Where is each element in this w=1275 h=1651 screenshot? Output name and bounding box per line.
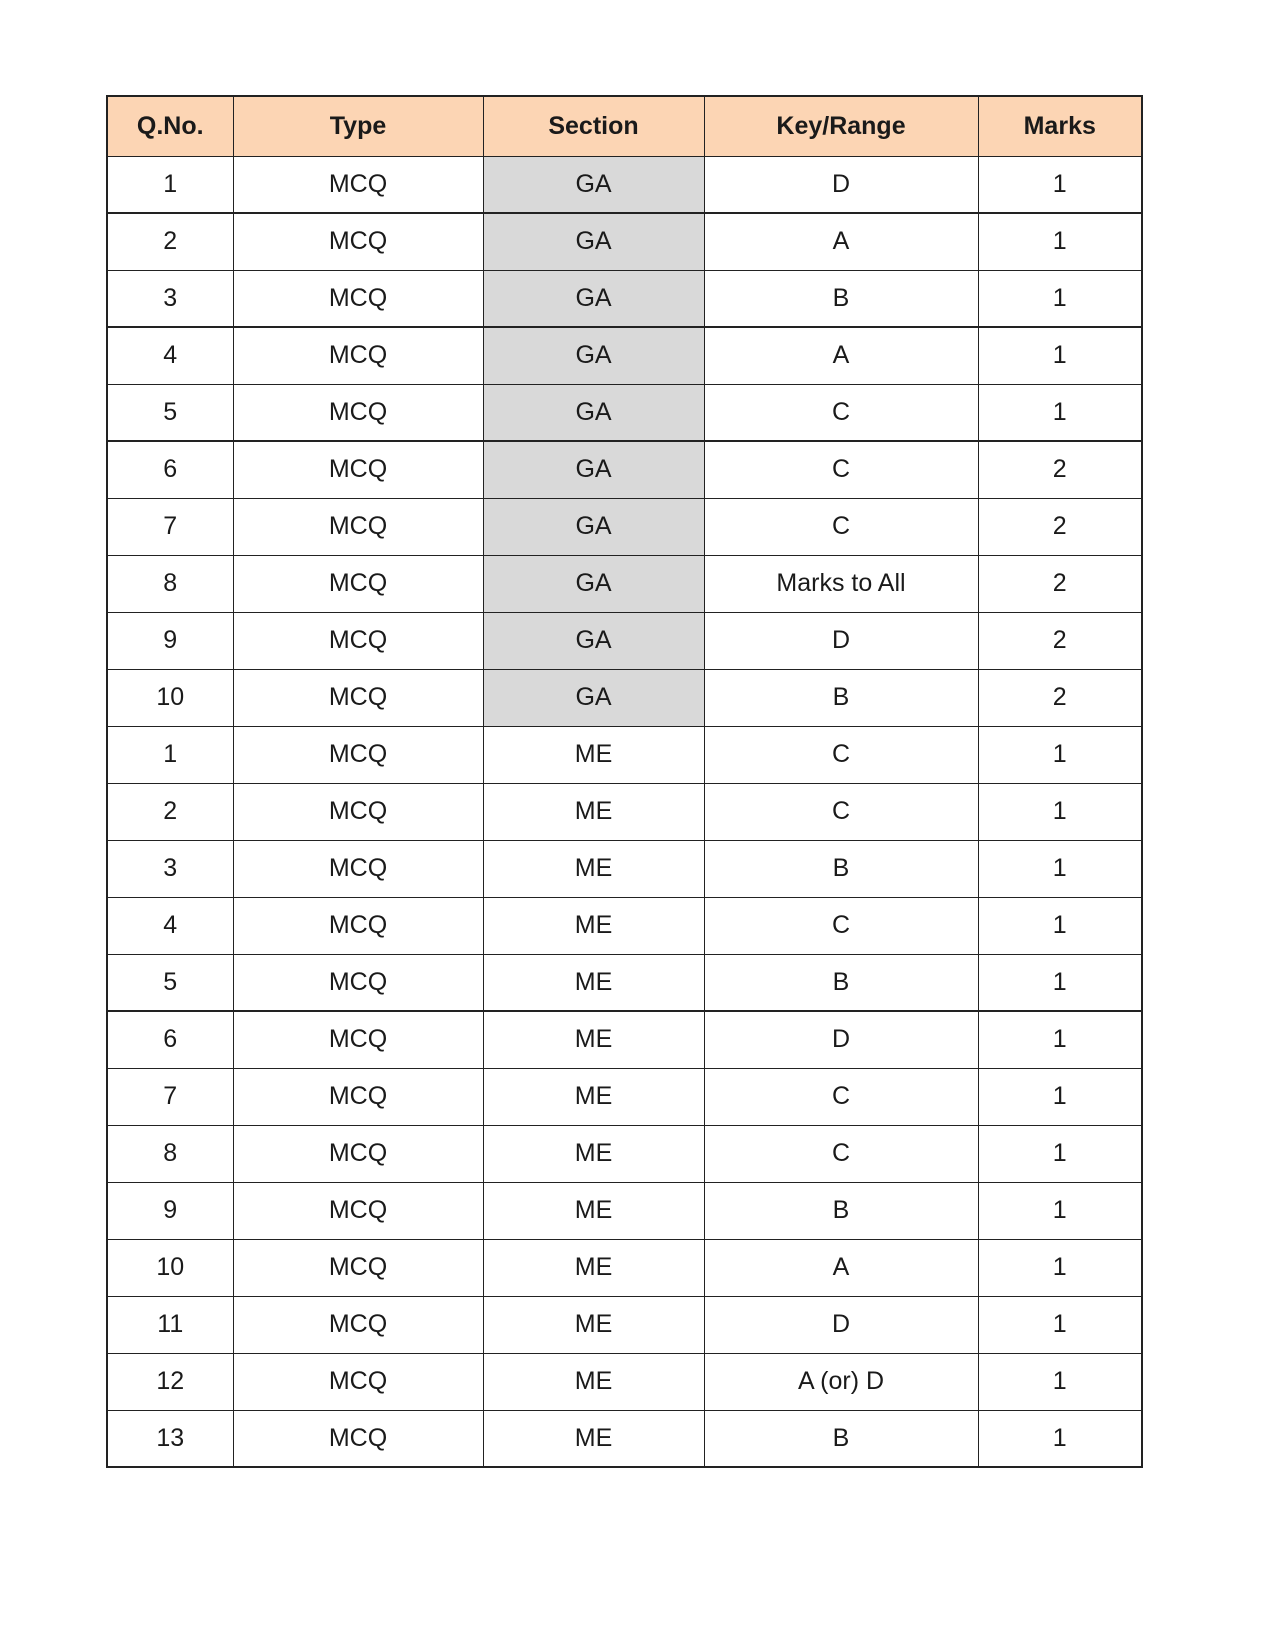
cell-type: MCQ (233, 213, 483, 270)
cell-section: ME (483, 783, 704, 840)
cell-type: MCQ (233, 726, 483, 783)
cell-section: GA (483, 270, 704, 327)
cell-qno: 6 (107, 441, 233, 498)
header-type: Type (233, 96, 483, 156)
cell-qno: 7 (107, 498, 233, 555)
header-marks: Marks (978, 96, 1142, 156)
table-row (107, 156, 1142, 213)
cell-type: MCQ (233, 270, 483, 327)
table-row (107, 1011, 1142, 1068)
cell-key-range: B (704, 270, 978, 327)
cell-key-range: C (704, 1125, 978, 1182)
cell-marks: 1 (978, 1182, 1142, 1239)
table-row (107, 783, 1142, 840)
cell-type: MCQ (233, 441, 483, 498)
cell-section: GA (483, 612, 704, 669)
table-row (107, 954, 1142, 1011)
cell-qno: 1 (107, 726, 233, 783)
table-row (107, 726, 1142, 783)
table-row (107, 669, 1142, 726)
cell-key-range: C (704, 498, 978, 555)
cell-qno: 12 (107, 1353, 233, 1410)
cell-section: GA (483, 327, 704, 384)
table-row (107, 384, 1142, 441)
table-row (107, 840, 1142, 897)
cell-key-range: C (704, 726, 978, 783)
cell-type: MCQ (233, 327, 483, 384)
cell-section: ME (483, 1239, 704, 1296)
cell-qno: 9 (107, 1182, 233, 1239)
cell-qno: 4 (107, 327, 233, 384)
cell-key-range: D (704, 612, 978, 669)
cell-marks: 1 (978, 384, 1142, 441)
cell-marks: 1 (978, 783, 1142, 840)
cell-section: ME (483, 1182, 704, 1239)
cell-section: ME (483, 1068, 704, 1125)
cell-marks: 2 (978, 669, 1142, 726)
cell-marks: 1 (978, 327, 1142, 384)
cell-marks: 1 (978, 213, 1142, 270)
cell-key-range: Marks to All (704, 555, 978, 612)
cell-section: ME (483, 840, 704, 897)
cell-section: ME (483, 726, 704, 783)
cell-qno: 2 (107, 213, 233, 270)
table-body (107, 156, 1142, 1467)
cell-marks: 1 (978, 897, 1142, 954)
table-row (107, 1353, 1142, 1410)
table-row (107, 1068, 1142, 1125)
cell-qno: 3 (107, 270, 233, 327)
table-row (107, 270, 1142, 327)
cell-type: MCQ (233, 954, 483, 1011)
cell-marks: 1 (978, 1125, 1142, 1182)
cell-section: ME (483, 1296, 704, 1353)
cell-section: GA (483, 555, 704, 612)
cell-key-range: B (704, 954, 978, 1011)
cell-section: GA (483, 669, 704, 726)
cell-type: MCQ (233, 897, 483, 954)
table-row (107, 1410, 1142, 1467)
cell-key-range: A (or) D (704, 1353, 978, 1410)
cell-qno: 5 (107, 954, 233, 1011)
cell-marks: 2 (978, 441, 1142, 498)
cell-key-range: B (704, 840, 978, 897)
cell-key-range: C (704, 1068, 978, 1125)
cell-qno: 4 (107, 897, 233, 954)
cell-marks: 1 (978, 840, 1142, 897)
cell-marks: 2 (978, 612, 1142, 669)
answer-key-table (106, 95, 1143, 1468)
cell-key-range: D (704, 1296, 978, 1353)
cell-key-range: C (704, 897, 978, 954)
cell-marks: 1 (978, 726, 1142, 783)
cell-marks: 1 (978, 954, 1142, 1011)
cell-key-range: C (704, 441, 978, 498)
cell-type: MCQ (233, 1068, 483, 1125)
table-row (107, 555, 1142, 612)
cell-marks: 1 (978, 1353, 1142, 1410)
table-row (107, 1239, 1142, 1296)
cell-qno: 13 (107, 1410, 233, 1467)
header-qno: Q.No. (107, 96, 233, 156)
table-row (107, 612, 1142, 669)
cell-section: GA (483, 156, 704, 213)
cell-type: MCQ (233, 1182, 483, 1239)
cell-type: MCQ (233, 1125, 483, 1182)
cell-type: MCQ (233, 156, 483, 213)
cell-section: GA (483, 384, 704, 441)
header-section: Section (483, 96, 704, 156)
cell-marks: 2 (978, 498, 1142, 555)
cell-qno: 9 (107, 612, 233, 669)
cell-key-range: B (704, 1182, 978, 1239)
header-key-range: Key/Range (704, 96, 978, 156)
cell-type: MCQ (233, 384, 483, 441)
cell-section: GA (483, 213, 704, 270)
cell-key-range: C (704, 783, 978, 840)
cell-qno: 10 (107, 1239, 233, 1296)
cell-qno: 11 (107, 1296, 233, 1353)
cell-key-range: D (704, 156, 978, 213)
cell-type: MCQ (233, 1011, 483, 1068)
cell-type: MCQ (233, 555, 483, 612)
cell-section: GA (483, 441, 704, 498)
cell-section: GA (483, 498, 704, 555)
cell-type: MCQ (233, 840, 483, 897)
cell-marks: 1 (978, 1410, 1142, 1467)
cell-key-range: A (704, 213, 978, 270)
cell-type: MCQ (233, 669, 483, 726)
cell-section: ME (483, 1125, 704, 1182)
cell-qno: 10 (107, 669, 233, 726)
cell-type: MCQ (233, 498, 483, 555)
cell-marks: 1 (978, 1068, 1142, 1125)
table-row (107, 498, 1142, 555)
cell-qno: 3 (107, 840, 233, 897)
cell-qno: 8 (107, 555, 233, 612)
table-row (107, 441, 1142, 498)
cell-section: ME (483, 1011, 704, 1068)
cell-key-range: C (704, 384, 978, 441)
cell-type: MCQ (233, 612, 483, 669)
cell-qno: 2 (107, 783, 233, 840)
cell-key-range: B (704, 1410, 978, 1467)
cell-type: MCQ (233, 1296, 483, 1353)
cell-marks: 1 (978, 156, 1142, 213)
table-row (107, 1125, 1142, 1182)
cell-section: ME (483, 954, 704, 1011)
cell-qno: 5 (107, 384, 233, 441)
cell-marks: 1 (978, 1011, 1142, 1068)
cell-type: MCQ (233, 1410, 483, 1467)
cell-key-range: A (704, 327, 978, 384)
header-row (107, 96, 1142, 156)
cell-qno: 6 (107, 1011, 233, 1068)
table-row (107, 213, 1142, 270)
table-row (107, 897, 1142, 954)
table-row (107, 1182, 1142, 1239)
cell-qno: 8 (107, 1125, 233, 1182)
cell-type: MCQ (233, 783, 483, 840)
cell-section: ME (483, 1410, 704, 1467)
cell-section: ME (483, 897, 704, 954)
cell-marks: 2 (978, 555, 1142, 612)
cell-qno: 1 (107, 156, 233, 213)
cell-section: ME (483, 1353, 704, 1410)
cell-marks: 1 (978, 270, 1142, 327)
cell-type: MCQ (233, 1353, 483, 1410)
cell-key-range: A (704, 1239, 978, 1296)
table-row (107, 327, 1142, 384)
cell-key-range: D (704, 1011, 978, 1068)
table-row (107, 1296, 1142, 1353)
cell-key-range: B (704, 669, 978, 726)
cell-qno: 7 (107, 1068, 233, 1125)
cell-type: MCQ (233, 1239, 483, 1296)
cell-marks: 1 (978, 1296, 1142, 1353)
cell-marks: 1 (978, 1239, 1142, 1296)
